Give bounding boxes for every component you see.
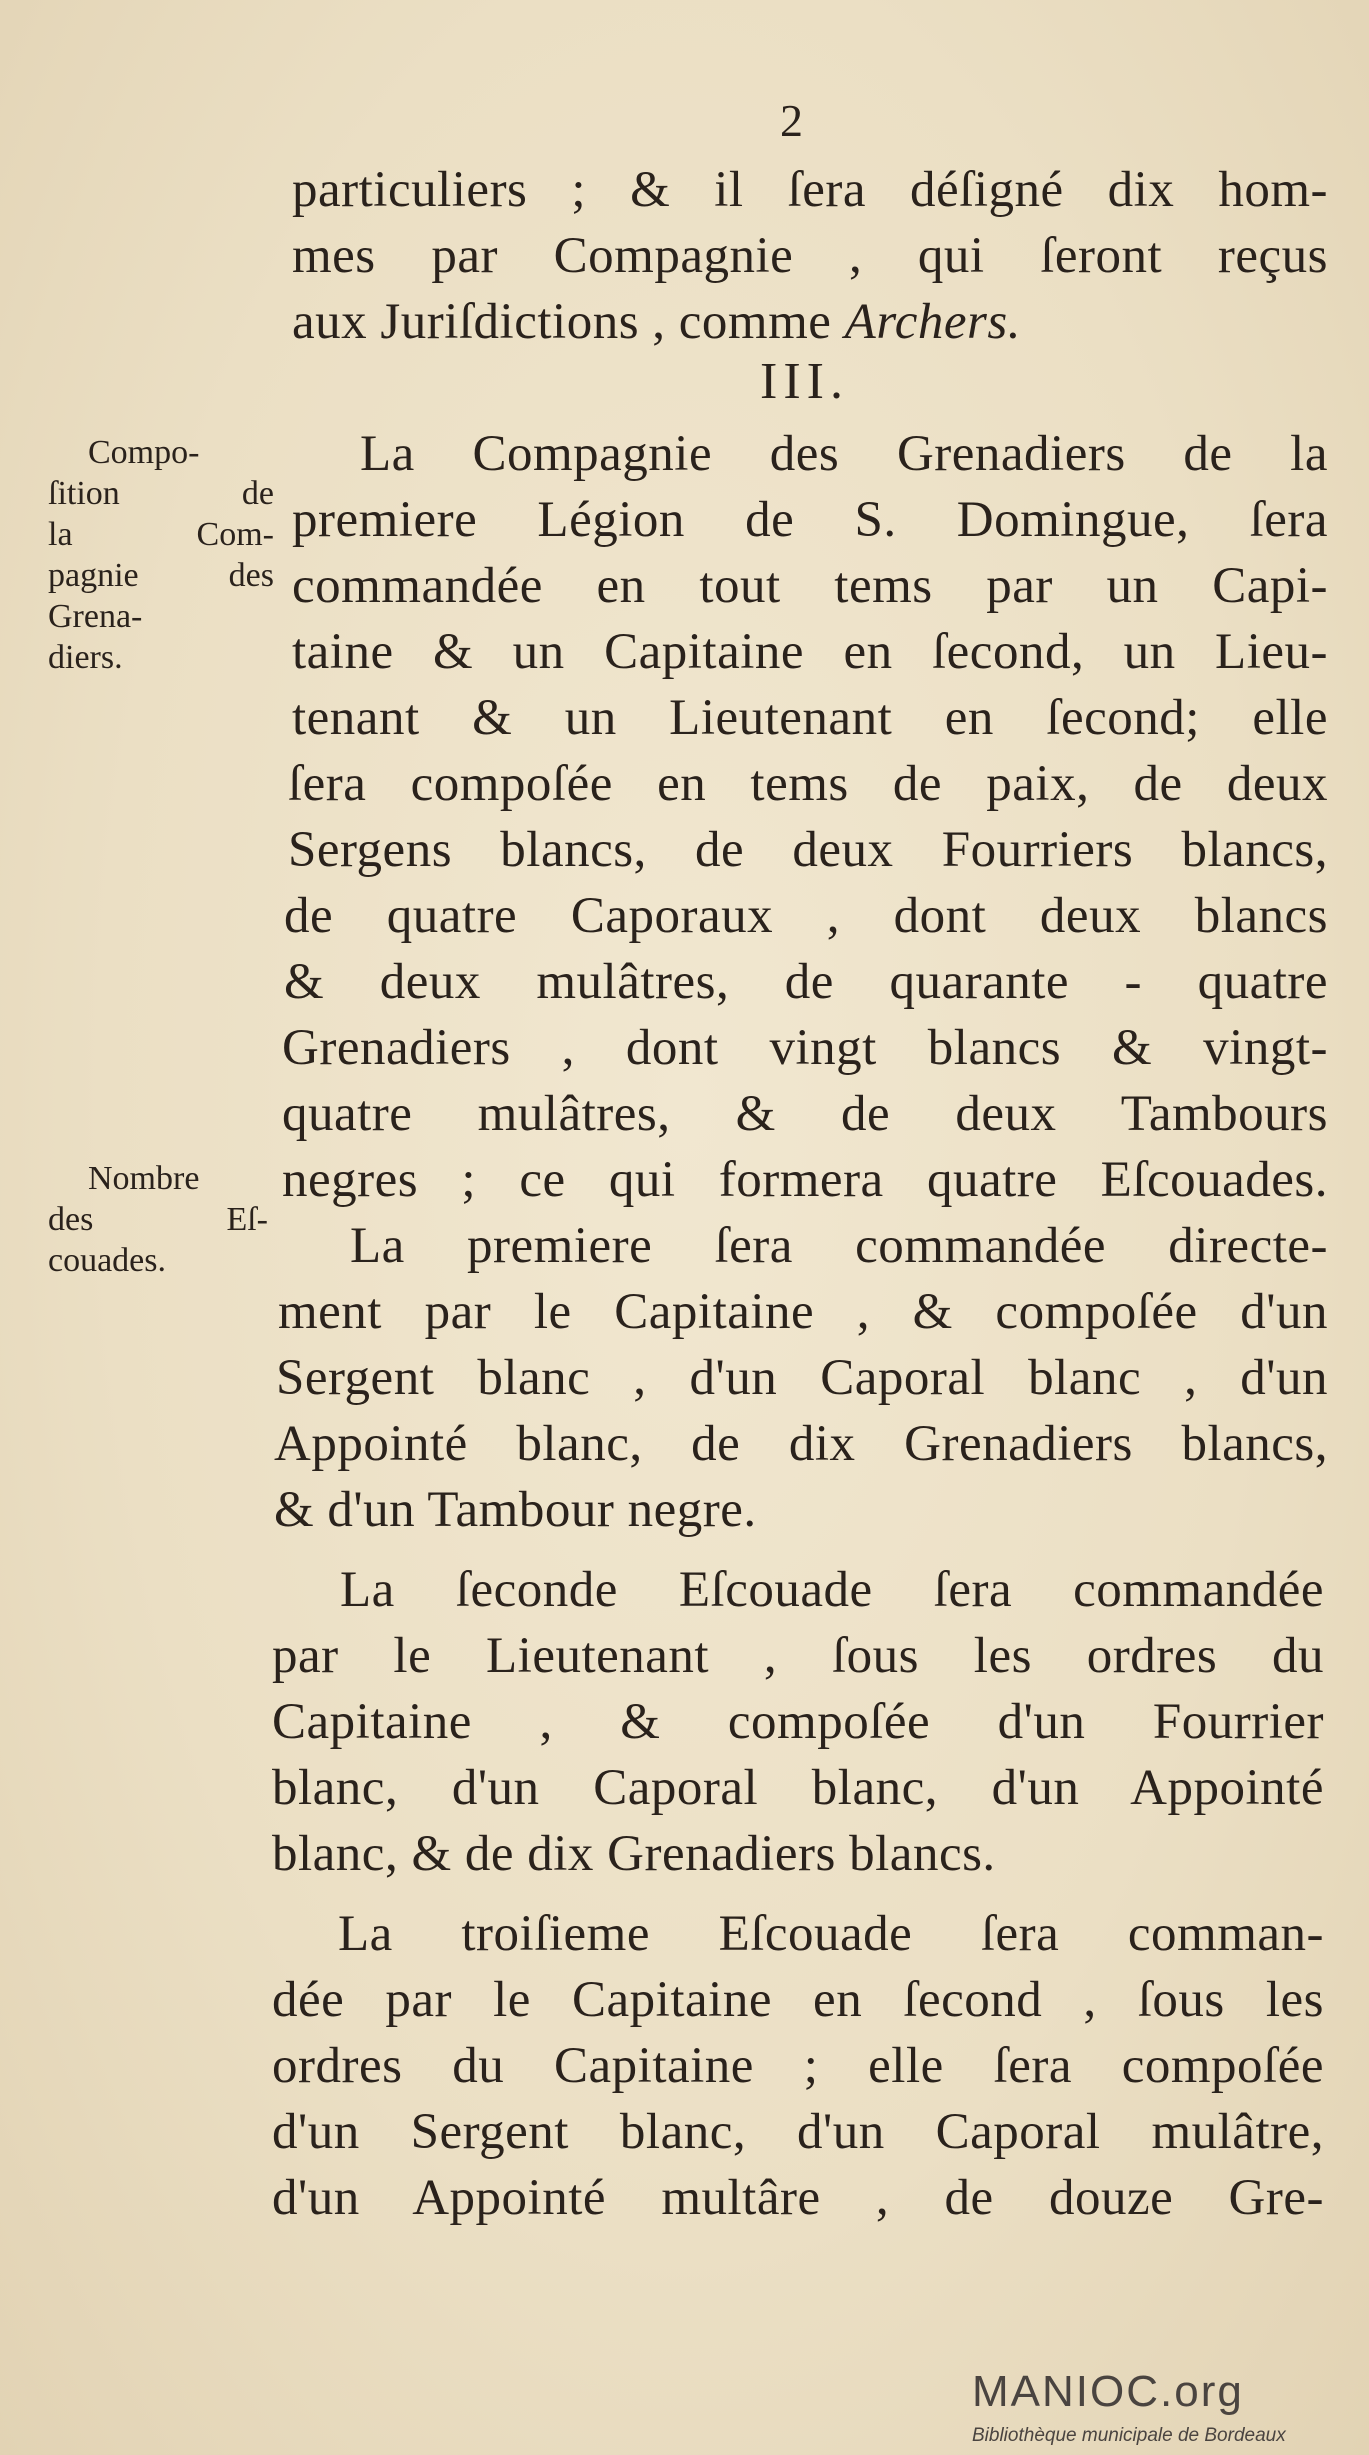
marginal-note-composition bbox=[48, 432, 274, 678]
text-line bbox=[292, 292, 1352, 352]
text-line: d'un Appointé multâre , de douze Gre- bbox=[272, 2170, 1324, 2226]
text-line: dée par le Capitaine en ſecond , ſous les bbox=[272, 1972, 1324, 2028]
text-line: La Compagnie des Grenadiers de la bbox=[360, 426, 1328, 482]
page-number: 2 bbox=[780, 95, 804, 146]
marginal-line: couades. bbox=[48, 1242, 167, 1279]
text-line: particuliers ; & il ſera déſigné dix hom- bbox=[292, 162, 1328, 218]
text-line: quatre mulâtres, & de deux Tambours bbox=[282, 1086, 1328, 1142]
marginal-line: des Eſ- bbox=[48, 1201, 268, 1238]
text-line: negres ; ce qui formera quatre Eſcouades. bbox=[282, 1152, 1328, 1208]
marginal-line: Grena- bbox=[48, 598, 143, 635]
text-line: Capitaine , & compoſée d'un Fourrier bbox=[272, 1694, 1324, 1750]
text-line: mes par Compagnie , qui ſeront reçus bbox=[292, 228, 1328, 284]
marginal-line: la Com- bbox=[48, 516, 274, 553]
manioc-logo: MANIOC.org bbox=[972, 2367, 1244, 2416]
text-line: de quatre Caporaux , dont deux blancs bbox=[284, 888, 1328, 944]
marginal-line: ſition de bbox=[48, 475, 274, 512]
text-line: tenant & un Lieutenant en ſecond; elle bbox=[292, 690, 1328, 746]
text-line: & deux mulâtres, de quarante - quatre bbox=[284, 954, 1328, 1010]
text-line: Sergent blanc , d'un Caporal blanc , d'un bbox=[276, 1350, 1328, 1406]
text-line: premiere Légion de S. Domingue, ſera bbox=[292, 492, 1328, 548]
text-line: Grenadiers , dont vingt blancs & vingt- bbox=[282, 1020, 1328, 1076]
text-line: commandée en tout tems par un Capi- bbox=[292, 558, 1328, 614]
text-line: & d'un Tambour negre. bbox=[274, 1482, 757, 1538]
italic-archers: Archers. bbox=[844, 294, 1021, 350]
text-line: par le Lieutenant , ſous les ordres du bbox=[272, 1628, 1324, 1684]
text-line-part: aux Juriſdictions , comme bbox=[292, 294, 832, 350]
text-line: blanc, d'un Caporal blanc, d'un Appointé bbox=[272, 1760, 1324, 1816]
text-line: La ſeconde Eſcouade ſera commandée bbox=[340, 1562, 1324, 1618]
text-line: ordres du Capitaine ; elle ſera compoſée bbox=[272, 2038, 1324, 2094]
text-line: La premiere ſera commandée directe- bbox=[350, 1218, 1328, 1274]
text-line: taine & un Capitaine en ſecond, un Lieu- bbox=[292, 624, 1328, 680]
text-line: La troiſieme Eſcouade ſera comman- bbox=[338, 1906, 1324, 1962]
text-line: d'un Sergent blanc, d'un Caporal mulâtre, bbox=[272, 2104, 1324, 2160]
text-line: blanc, & de dix Grenadiers blancs. bbox=[272, 1826, 996, 1882]
article-heading: III. bbox=[760, 353, 849, 410]
text-line: Appointé blanc, de dix Grenadiers blancs, bbox=[274, 1416, 1328, 1472]
text-line: Sergens blancs, de deux Fourriers blancs, bbox=[288, 822, 1328, 878]
marginal-line: pagnie des bbox=[48, 557, 274, 594]
text-line: ment par le Capitaine , & compoſée d'un bbox=[278, 1284, 1328, 1340]
marginal-line: Nombre bbox=[88, 1160, 200, 1197]
library-source: Bibliothèque municipale de Bordeaux bbox=[972, 2425, 1286, 2446]
marginal-line: diers. bbox=[48, 639, 123, 676]
marginal-note-nombre bbox=[48, 1158, 268, 1281]
marginal-line: Compo- bbox=[88, 434, 200, 471]
text-line: ſera compoſée en tems de paix, de deux bbox=[288, 756, 1328, 812]
